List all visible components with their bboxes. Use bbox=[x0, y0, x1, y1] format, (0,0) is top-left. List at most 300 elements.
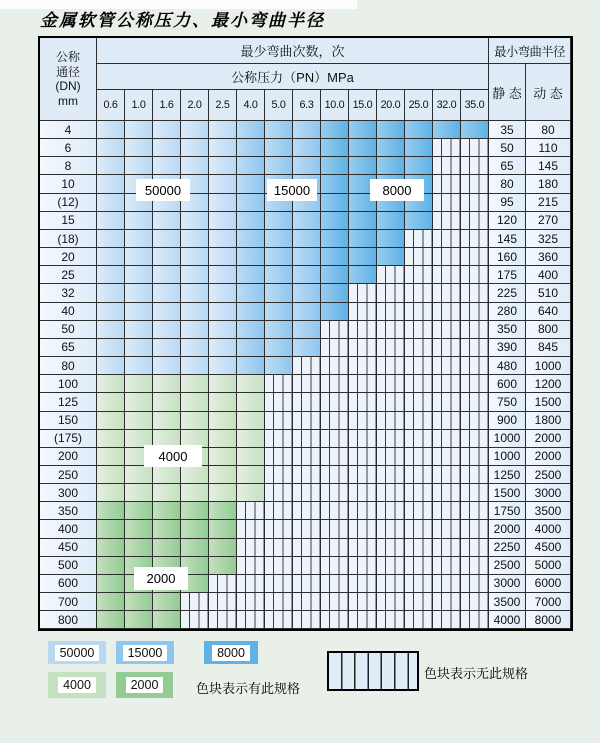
nospec-cell bbox=[293, 357, 321, 375]
nospec-cell bbox=[405, 266, 433, 284]
nospec-cell bbox=[433, 175, 461, 193]
spec-cell bbox=[125, 593, 153, 611]
nospec-cell bbox=[377, 357, 405, 375]
dynamic-radius-cell: 7000 bbox=[526, 593, 571, 611]
nospec-cell bbox=[405, 557, 433, 575]
nospec-cell bbox=[349, 502, 377, 520]
spec-cell bbox=[349, 266, 377, 284]
nospec-cell bbox=[377, 448, 405, 466]
nospec-cell bbox=[265, 611, 293, 629]
nospec-cell bbox=[349, 575, 377, 593]
nospec-cell bbox=[461, 175, 489, 193]
dynamic-radius-cell: 3000 bbox=[526, 484, 571, 502]
nospec-cell bbox=[321, 593, 349, 611]
nospec-cell bbox=[321, 539, 349, 557]
legend-swatch-50000 bbox=[48, 641, 106, 664]
nospec-cell bbox=[433, 194, 461, 212]
nospec-cell bbox=[293, 557, 321, 575]
nospec-cell bbox=[377, 539, 405, 557]
nospec-cell bbox=[405, 393, 433, 411]
dn-cell: 400 bbox=[40, 520, 97, 538]
nospec-cell bbox=[405, 339, 433, 357]
spec-cell bbox=[237, 139, 265, 157]
spec-cell bbox=[349, 248, 377, 266]
spec-cell bbox=[125, 502, 153, 520]
pressure-tick: 2.5 bbox=[209, 90, 237, 121]
static-radius-cell: 95 bbox=[489, 194, 526, 212]
spec-cell bbox=[405, 157, 433, 175]
nospec-cell bbox=[405, 375, 433, 393]
nospec-cell bbox=[293, 539, 321, 557]
spec-cell bbox=[237, 466, 265, 484]
spec-cell bbox=[153, 303, 181, 321]
nospec-cell bbox=[461, 448, 489, 466]
dn-header-line: 公称 bbox=[55, 50, 80, 64]
static-radius-cell: 750 bbox=[489, 393, 526, 411]
dynamic-radius-cell: 4000 bbox=[526, 520, 571, 538]
nospec-cell bbox=[433, 593, 461, 611]
page-title: 金属软管公称压力、最小弯曲半径 bbox=[40, 11, 325, 31]
spec-table-grid bbox=[40, 38, 571, 629]
spec-cell bbox=[97, 466, 125, 484]
nospec-cell bbox=[433, 139, 461, 157]
static-radius-cell: 3500 bbox=[489, 593, 526, 611]
nospec-cell bbox=[461, 375, 489, 393]
spec-cell bbox=[181, 248, 209, 266]
nospec-cell bbox=[433, 539, 461, 557]
spec-cell bbox=[349, 230, 377, 248]
dn-cell: 700 bbox=[40, 593, 97, 611]
legend-swatch-label: 4000 bbox=[58, 677, 96, 693]
nospec-cell bbox=[265, 393, 293, 411]
static-radius-cell: 35 bbox=[489, 121, 526, 139]
spec-cell bbox=[293, 284, 321, 302]
legend-no-spec-swatch bbox=[327, 651, 419, 691]
spec-cell bbox=[125, 157, 153, 175]
nospec-cell bbox=[377, 303, 405, 321]
spec-cell bbox=[97, 393, 125, 411]
nospec-cell bbox=[433, 303, 461, 321]
static-radius-cell: 1250 bbox=[489, 466, 526, 484]
spec-cell bbox=[125, 412, 153, 430]
nospec-cell bbox=[405, 539, 433, 557]
min-radius-header: 最小弯曲半径 bbox=[489, 38, 571, 64]
spec-cell bbox=[125, 248, 153, 266]
dn-header-line: 通径 bbox=[55, 64, 80, 79]
static-radius-cell: 900 bbox=[489, 412, 526, 430]
bend-times-label-50000: 50000 bbox=[136, 179, 190, 201]
spec-cell bbox=[209, 230, 237, 248]
dn-cell: 20 bbox=[40, 248, 97, 266]
spec-cell bbox=[125, 466, 153, 484]
nospec-cell bbox=[461, 412, 489, 430]
nospec-cell bbox=[405, 284, 433, 302]
dn-cell: 80 bbox=[40, 357, 97, 375]
spec-cell bbox=[125, 484, 153, 502]
spec-cell bbox=[209, 212, 237, 230]
spec-cell bbox=[237, 321, 265, 339]
nospec-cell bbox=[265, 466, 293, 484]
spec-cell bbox=[153, 212, 181, 230]
nospec-cell bbox=[349, 284, 377, 302]
spec-cell bbox=[97, 212, 125, 230]
static-radius-cell: 480 bbox=[489, 357, 526, 375]
dynamic-radius-cell: 3500 bbox=[526, 502, 571, 520]
spec-cell bbox=[153, 230, 181, 248]
spec-cell bbox=[321, 248, 349, 266]
nospec-cell bbox=[405, 357, 433, 375]
nospec-cell bbox=[433, 393, 461, 411]
spec-cell bbox=[125, 303, 153, 321]
spec-cell bbox=[153, 139, 181, 157]
spec-cell bbox=[349, 157, 377, 175]
nospec-cell bbox=[461, 284, 489, 302]
spec-cell bbox=[209, 266, 237, 284]
dynamic-radius-cell: 640 bbox=[526, 303, 571, 321]
nospec-cell bbox=[321, 393, 349, 411]
spec-cell bbox=[293, 121, 321, 139]
nospec-cell bbox=[349, 539, 377, 557]
dn-cell: 150 bbox=[40, 412, 97, 430]
nospec-cell bbox=[349, 520, 377, 538]
nospec-cell bbox=[405, 230, 433, 248]
nospec-cell bbox=[433, 375, 461, 393]
static-radius-cell: 2500 bbox=[489, 557, 526, 575]
spec-cell bbox=[97, 448, 125, 466]
spec-cell bbox=[321, 175, 349, 193]
static-radius-cell: 350 bbox=[489, 321, 526, 339]
nospec-cell bbox=[321, 575, 349, 593]
spec-cell bbox=[237, 393, 265, 411]
nospec-cell bbox=[321, 430, 349, 448]
nospec-cell bbox=[321, 484, 349, 502]
spec-cell bbox=[97, 339, 125, 357]
spec-table bbox=[38, 36, 573, 631]
spec-cell bbox=[209, 557, 237, 575]
spec-cell bbox=[125, 611, 153, 629]
nospec-cell bbox=[265, 430, 293, 448]
nospec-cell bbox=[461, 339, 489, 357]
spec-cell bbox=[97, 357, 125, 375]
legend-swatch-8000 bbox=[204, 641, 258, 664]
nospec-cell bbox=[405, 248, 433, 266]
nospec-cell bbox=[461, 194, 489, 212]
pressure-tick: 10.0 bbox=[321, 90, 349, 121]
spec-cell bbox=[209, 502, 237, 520]
static-radius-cell: 160 bbox=[489, 248, 526, 266]
spec-cell bbox=[461, 121, 489, 139]
spec-cell bbox=[209, 484, 237, 502]
nospec-cell bbox=[349, 339, 377, 357]
nospec-cell bbox=[405, 412, 433, 430]
spec-cell bbox=[125, 139, 153, 157]
spec-cell bbox=[181, 321, 209, 339]
nospec-cell bbox=[293, 466, 321, 484]
spec-cell bbox=[97, 375, 125, 393]
nospec-cell bbox=[265, 375, 293, 393]
spec-cell bbox=[181, 139, 209, 157]
spec-cell bbox=[349, 121, 377, 139]
legend-swatch-15000 bbox=[116, 641, 174, 664]
spec-cell bbox=[237, 303, 265, 321]
nospec-cell bbox=[237, 575, 265, 593]
static-radius-cell: 600 bbox=[489, 375, 526, 393]
nospec-cell bbox=[433, 157, 461, 175]
spec-cell bbox=[153, 539, 181, 557]
nospec-cell bbox=[349, 448, 377, 466]
spec-cell bbox=[377, 121, 405, 139]
spec-cell bbox=[97, 412, 125, 430]
nospec-cell bbox=[377, 266, 405, 284]
pressure-header: 公称压力（PN）MPa bbox=[97, 64, 489, 90]
spec-cell bbox=[209, 357, 237, 375]
legend-swatch-label: 2000 bbox=[126, 677, 164, 693]
nospec-cell bbox=[293, 448, 321, 466]
spec-cell bbox=[97, 230, 125, 248]
legend-swatch-label: 50000 bbox=[55, 645, 100, 661]
dn-cell: 65 bbox=[40, 339, 97, 357]
dn-cell: 32 bbox=[40, 284, 97, 302]
nospec-cell bbox=[321, 502, 349, 520]
spec-cell bbox=[153, 466, 181, 484]
spec-cell bbox=[209, 339, 237, 357]
nospec-cell bbox=[433, 611, 461, 629]
nospec-cell bbox=[209, 593, 237, 611]
dn-cell: (18) bbox=[40, 230, 97, 248]
spec-cell bbox=[405, 212, 433, 230]
dynamic-radius-cell: 110 bbox=[526, 139, 571, 157]
nospec-cell bbox=[321, 375, 349, 393]
dynamic-radius-cell: 2500 bbox=[526, 466, 571, 484]
static-radius-cell: 3000 bbox=[489, 575, 526, 593]
spec-cell bbox=[153, 121, 181, 139]
spec-cell bbox=[153, 339, 181, 357]
nospec-cell bbox=[349, 466, 377, 484]
nospec-cell bbox=[461, 393, 489, 411]
spec-cell bbox=[209, 303, 237, 321]
nospec-cell bbox=[265, 520, 293, 538]
nospec-cell bbox=[377, 502, 405, 520]
nospec-cell bbox=[461, 303, 489, 321]
nospec-cell bbox=[209, 611, 237, 629]
pressure-tick: 35.0 bbox=[461, 90, 489, 121]
bend-times-label-8000: 8000 bbox=[370, 179, 424, 201]
spec-cell bbox=[209, 466, 237, 484]
dn-cell: 125 bbox=[40, 393, 97, 411]
spec-cell bbox=[237, 248, 265, 266]
spec-cell bbox=[209, 412, 237, 430]
static-radius-cell: 280 bbox=[489, 303, 526, 321]
spec-cell bbox=[181, 412, 209, 430]
bend-times-header: 最少弯曲次数，次 bbox=[97, 38, 489, 64]
static-radius-cell: 4000 bbox=[489, 611, 526, 629]
nospec-cell bbox=[433, 339, 461, 357]
spec-cell bbox=[265, 157, 293, 175]
nospec-cell bbox=[377, 593, 405, 611]
spec-cell bbox=[181, 520, 209, 538]
nospec-cell bbox=[433, 357, 461, 375]
static-radius-cell: 1500 bbox=[489, 484, 526, 502]
nospec-cell bbox=[433, 430, 461, 448]
nospec-cell bbox=[461, 557, 489, 575]
nospec-cell bbox=[405, 448, 433, 466]
dynamic-radius-cell: 215 bbox=[526, 194, 571, 212]
legend-no-spec-text: 色块表示无此规格 bbox=[424, 666, 529, 681]
nospec-cell bbox=[377, 284, 405, 302]
spec-cell bbox=[97, 557, 125, 575]
spec-cell bbox=[153, 357, 181, 375]
spec-cell bbox=[321, 139, 349, 157]
spec-cell bbox=[265, 357, 293, 375]
static-radius-cell: 2250 bbox=[489, 539, 526, 557]
spec-cell bbox=[209, 448, 237, 466]
dn-cell: 15 bbox=[40, 212, 97, 230]
dynamic-radius-cell: 8000 bbox=[526, 611, 571, 629]
nospec-cell bbox=[377, 339, 405, 357]
nospec-cell bbox=[461, 266, 489, 284]
dn-column-header bbox=[40, 38, 97, 121]
pressure-tick: 20.0 bbox=[377, 90, 405, 121]
nospec-cell bbox=[349, 557, 377, 575]
nospec-cell bbox=[265, 412, 293, 430]
dn-cell: 500 bbox=[40, 557, 97, 575]
spec-cell bbox=[209, 430, 237, 448]
static-radius-cell: 390 bbox=[489, 339, 526, 357]
nospec-cell bbox=[321, 466, 349, 484]
nospec-cell bbox=[377, 430, 405, 448]
nospec-cell bbox=[461, 539, 489, 557]
spec-cell bbox=[153, 502, 181, 520]
spec-cell bbox=[293, 321, 321, 339]
nospec-cell bbox=[265, 539, 293, 557]
pressure-tick: 25.0 bbox=[405, 90, 433, 121]
spec-cell bbox=[293, 339, 321, 357]
dynamic-radius-cell: 360 bbox=[526, 248, 571, 266]
static-column-header: 静 态 bbox=[489, 64, 526, 121]
spec-cell bbox=[321, 284, 349, 302]
spec-cell bbox=[265, 321, 293, 339]
dynamic-radius-cell: 4500 bbox=[526, 539, 571, 557]
spec-cell bbox=[293, 212, 321, 230]
spec-cell bbox=[153, 157, 181, 175]
dynamic-radius-cell: 1800 bbox=[526, 412, 571, 430]
spec-cell bbox=[321, 212, 349, 230]
spec-cell bbox=[125, 266, 153, 284]
spec-cell bbox=[377, 230, 405, 248]
dynamic-radius-cell: 2000 bbox=[526, 448, 571, 466]
spec-cell bbox=[181, 266, 209, 284]
static-radius-cell: 1750 bbox=[489, 502, 526, 520]
nospec-cell bbox=[181, 593, 209, 611]
spec-cell bbox=[97, 430, 125, 448]
spec-cell bbox=[209, 175, 237, 193]
nospec-cell bbox=[237, 611, 265, 629]
nospec-cell bbox=[349, 303, 377, 321]
spec-cell bbox=[237, 121, 265, 139]
static-radius-cell: 145 bbox=[489, 230, 526, 248]
pressure-tick: 1.0 bbox=[125, 90, 153, 121]
spec-cell bbox=[153, 484, 181, 502]
nospec-cell bbox=[237, 557, 265, 575]
spec-cell bbox=[125, 357, 153, 375]
nospec-cell bbox=[265, 448, 293, 466]
nospec-cell bbox=[433, 575, 461, 593]
nospec-cell bbox=[349, 611, 377, 629]
dn-cell: 300 bbox=[40, 484, 97, 502]
spec-cell bbox=[209, 520, 237, 538]
spec-cell bbox=[405, 121, 433, 139]
dn-cell: 350 bbox=[40, 502, 97, 520]
spec-cell bbox=[293, 139, 321, 157]
nospec-cell bbox=[265, 593, 293, 611]
nospec-cell bbox=[461, 357, 489, 375]
dynamic-radius-cell: 400 bbox=[526, 266, 571, 284]
spec-cell bbox=[125, 212, 153, 230]
spec-cell bbox=[181, 284, 209, 302]
spec-cell bbox=[153, 375, 181, 393]
nospec-cell bbox=[405, 502, 433, 520]
nospec-cell bbox=[293, 375, 321, 393]
spec-cell bbox=[377, 248, 405, 266]
spec-cell bbox=[265, 248, 293, 266]
spec-cell bbox=[265, 339, 293, 357]
spec-cell bbox=[349, 212, 377, 230]
nospec-cell bbox=[433, 520, 461, 538]
legend-swatch-4000 bbox=[48, 672, 106, 698]
nospec-cell bbox=[293, 593, 321, 611]
nospec-cell bbox=[405, 575, 433, 593]
dynamic-column-header: 动 态 bbox=[526, 64, 571, 121]
nospec-cell bbox=[377, 557, 405, 575]
spec-cell bbox=[265, 266, 293, 284]
nospec-cell bbox=[433, 230, 461, 248]
nospec-cell bbox=[377, 321, 405, 339]
dynamic-radius-cell: 80 bbox=[526, 121, 571, 139]
dynamic-radius-cell: 270 bbox=[526, 212, 571, 230]
nospec-cell bbox=[461, 230, 489, 248]
pressure-tick: 1.6 bbox=[153, 90, 181, 121]
legend-swatch-2000 bbox=[116, 672, 173, 698]
spec-cell bbox=[237, 284, 265, 302]
nospec-cell bbox=[321, 557, 349, 575]
pressure-tick: 32.0 bbox=[433, 90, 461, 121]
dn-cell: 450 bbox=[40, 539, 97, 557]
dynamic-radius-cell: 845 bbox=[526, 339, 571, 357]
spec-cell bbox=[237, 357, 265, 375]
nospec-cell bbox=[293, 575, 321, 593]
nospec-cell bbox=[349, 412, 377, 430]
nospec-cell bbox=[461, 430, 489, 448]
spec-cell bbox=[153, 248, 181, 266]
static-radius-cell: 120 bbox=[489, 212, 526, 230]
spec-cell bbox=[293, 266, 321, 284]
spec-cell bbox=[97, 520, 125, 538]
spec-cell bbox=[237, 484, 265, 502]
spec-cell bbox=[97, 611, 125, 629]
pressure-tick: 0.6 bbox=[97, 90, 125, 121]
spec-cell bbox=[97, 139, 125, 157]
nospec-cell bbox=[461, 212, 489, 230]
legend-swatch-label: 15000 bbox=[123, 645, 168, 661]
nospec-cell bbox=[461, 466, 489, 484]
spec-cell bbox=[97, 575, 125, 593]
nospec-cell bbox=[377, 393, 405, 411]
spec-cell bbox=[125, 284, 153, 302]
spec-cell bbox=[377, 212, 405, 230]
spec-cell bbox=[237, 430, 265, 448]
spec-cell bbox=[181, 466, 209, 484]
static-radius-cell: 1000 bbox=[489, 448, 526, 466]
